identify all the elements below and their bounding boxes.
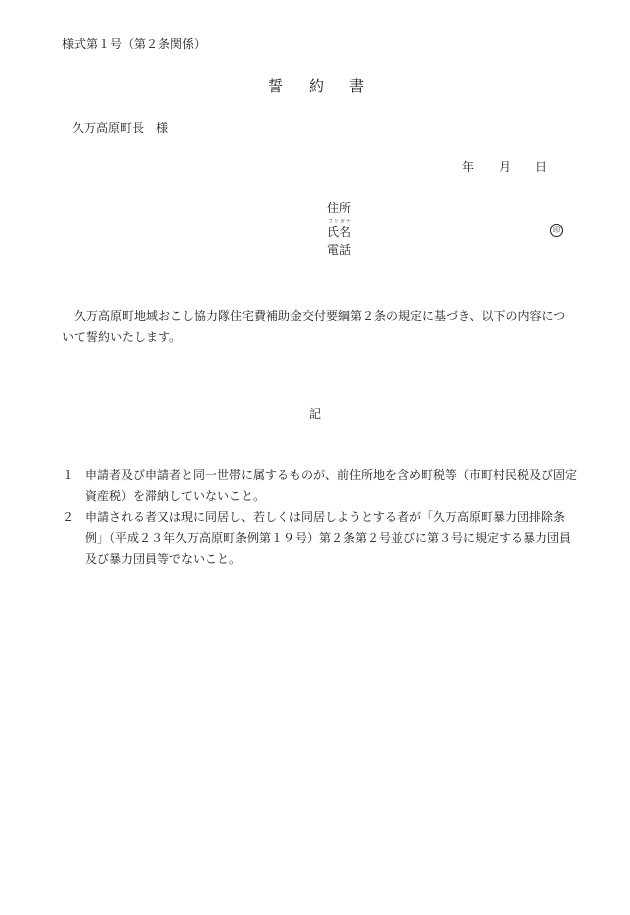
- address-label: 住所: [327, 201, 352, 215]
- title-char: 約: [309, 77, 325, 95]
- list-item-number: １: [62, 468, 75, 482]
- date-year-label: 年: [462, 160, 475, 174]
- date-day-label: 日: [535, 160, 548, 174]
- date-line: [0, 160, 630, 176]
- title-char: 誓: [268, 77, 284, 95]
- ki-heading: 記: [308, 407, 321, 421]
- name-furigana: フリガナ: [328, 219, 352, 225]
- document-title: [0, 77, 630, 97]
- seal-mark: 印: [550, 224, 563, 237]
- list-item: [62, 507, 579, 570]
- list-item-text: 申請される者又は現に同居し、若しくは同居しようとする者が「久万高原町暴力団排除条例」（平成２３年久万高原町条例第１９号）第２条第２号並びに第３号に規定する暴力団員及び暴力団員等でないこと。: [85, 510, 572, 566]
- list-item-text: 申請者及び申請者と同一世帯に属するものが、前住所地を含め町税等（市町村民税及び固定資産税）を滞納していないこと。: [85, 468, 578, 503]
- pledge-body-text: 久万高原町地域おこし協力隊住宅費補助金交付要綱第２条の規定に基づき、以下の内容について誓約いたします。: [62, 309, 566, 344]
- addressee: 久万高原町長 様: [72, 121, 169, 135]
- date-month-label: 月: [499, 160, 512, 174]
- list-item: [62, 465, 579, 507]
- phone-label: 電話: [327, 243, 352, 257]
- form-number: 様式第１号（第２条関係）: [62, 37, 207, 51]
- name-label: 氏名: [327, 225, 352, 239]
- title-char: 書: [349, 77, 365, 95]
- list-item-number: ２: [62, 510, 75, 524]
